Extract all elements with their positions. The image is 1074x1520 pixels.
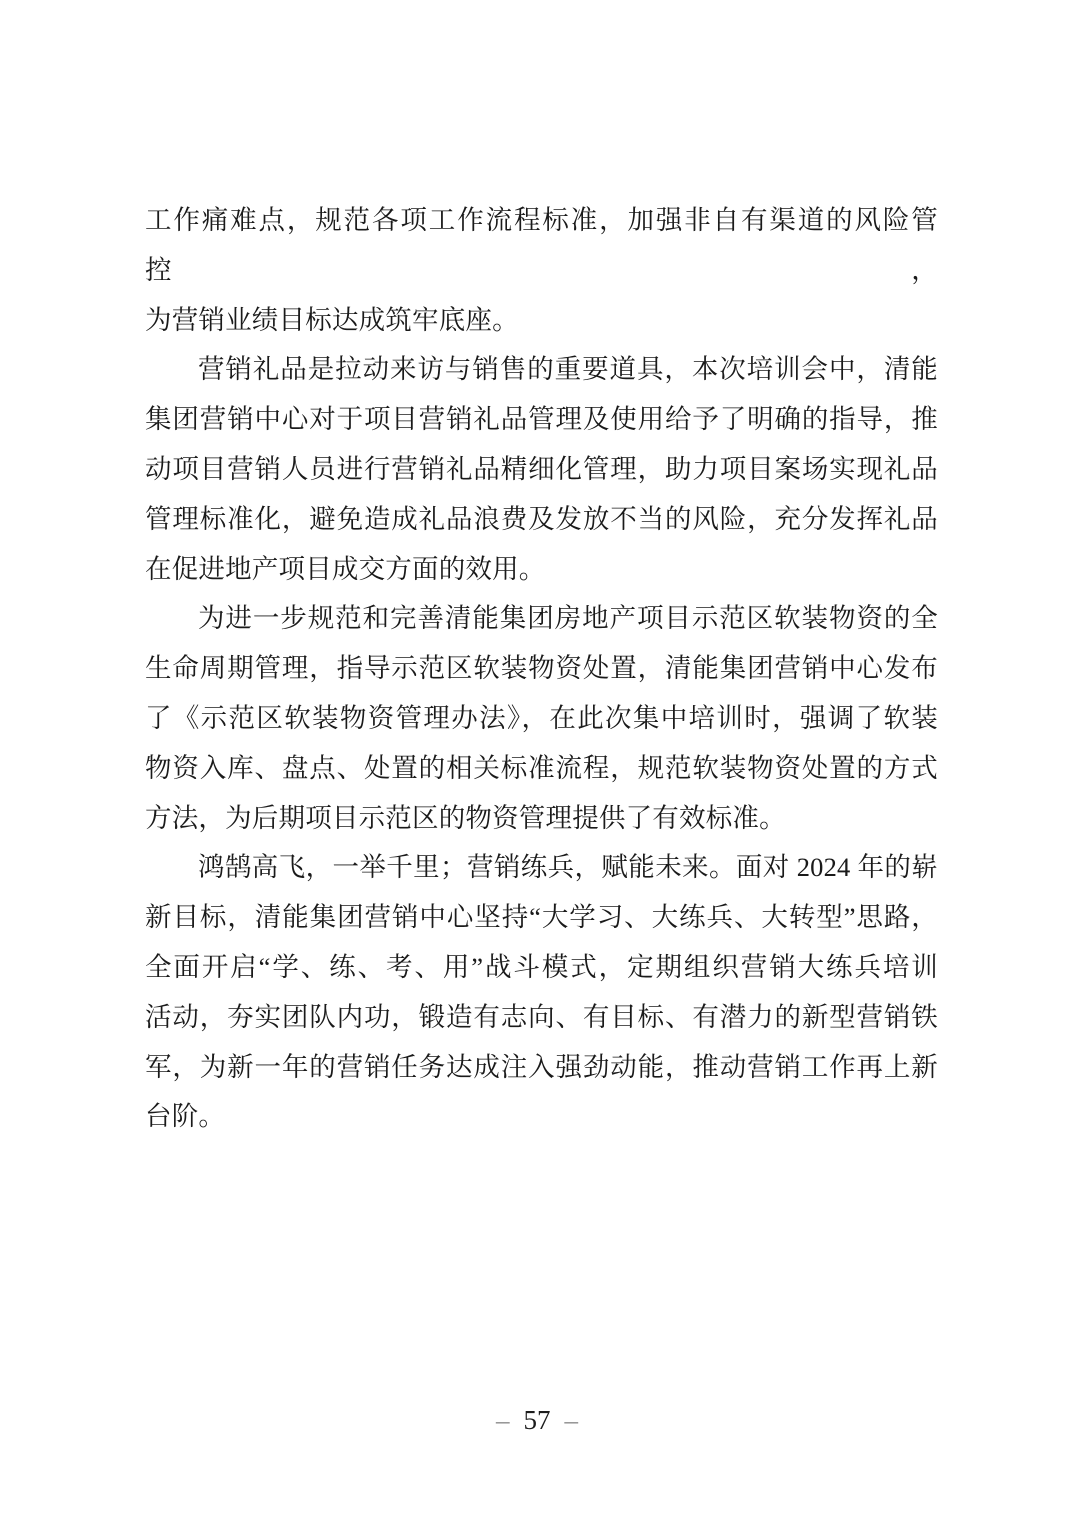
text-line-p3-l5: 方法，为后期项目示范区的物资管理提供了有效标准。 [145,802,786,833]
document-body [145,196,938,1142]
text-line-p2-l3: 动项目营销人员进行营销礼品精细化管理，助力项目案场实现礼品 [145,453,938,484]
text-line-p4-l4: 活动，夯实团队内功，锻造有志向、有目标、有潜力的新型营销铁 [145,1001,938,1032]
text-line-p2-l5: 在促进地产项目成交方面的效用。 [145,553,546,584]
text-line-p3-l4: 物资入库、盘点、处置的相关标准流程，规范软装物资处置的方式 [145,752,938,783]
text-line-p2-l1: 营销礼品是拉动来访与销售的重要道具，本次培训会中，清能 [198,354,938,385]
page-footer [0,1400,1074,1440]
text-line-p3-l3: 了《示范区软装物资管理办法》，在此次集中培训时，强调了软装 [145,702,938,733]
text-line-p3-l1: 为进一步规范和完善清能集团房地产项目示范区软装物资的全 [198,603,938,634]
text-line-p1-l1: 工作痛难点，规范各项工作流程标准，加强非自有渠道的风险管控， [145,205,938,285]
text-line-p4-l6: 台阶。 [145,1101,226,1132]
text-line-p4-l2: 新目标，清能集团营销中心坚持“大学习、大练兵、大转型”思路， [145,902,938,933]
text-line-p3-l2: 生命周期管理，指导示范区软装物资处置，清能集团营销中心发布 [145,653,938,684]
page-number-right-dash: – [564,1405,578,1435]
page-number [496,1405,578,1435]
text-line-p4-l3: 全面开启“学、练、考、用”战斗模式，定期组织营销大练兵培训 [145,951,938,982]
page-number-left-dash: – [496,1405,510,1435]
text-line-p4-l5: 军，为新一年的营销任务达成注入强劲动能，推动营销工作再上新 [145,1051,938,1082]
text-line-p2-l4: 管理标准化，避免造成礼品浪费及发放不当的风险，充分发挥礼品 [145,503,938,534]
text-line-p2-l2: 集团营销中心对于项目营销礼品管理及使用给予了明确的指导，推 [145,404,938,435]
text-line-p1-l2: 为营销业绩目标达成筑牢底座。 [145,304,519,335]
page-number-value: 57 [523,1405,551,1435]
text-line-p4-l1: 鸿鹄高飞，一举千里；营销练兵，赋能未来。面对 2024 年的崭 [198,852,938,883]
